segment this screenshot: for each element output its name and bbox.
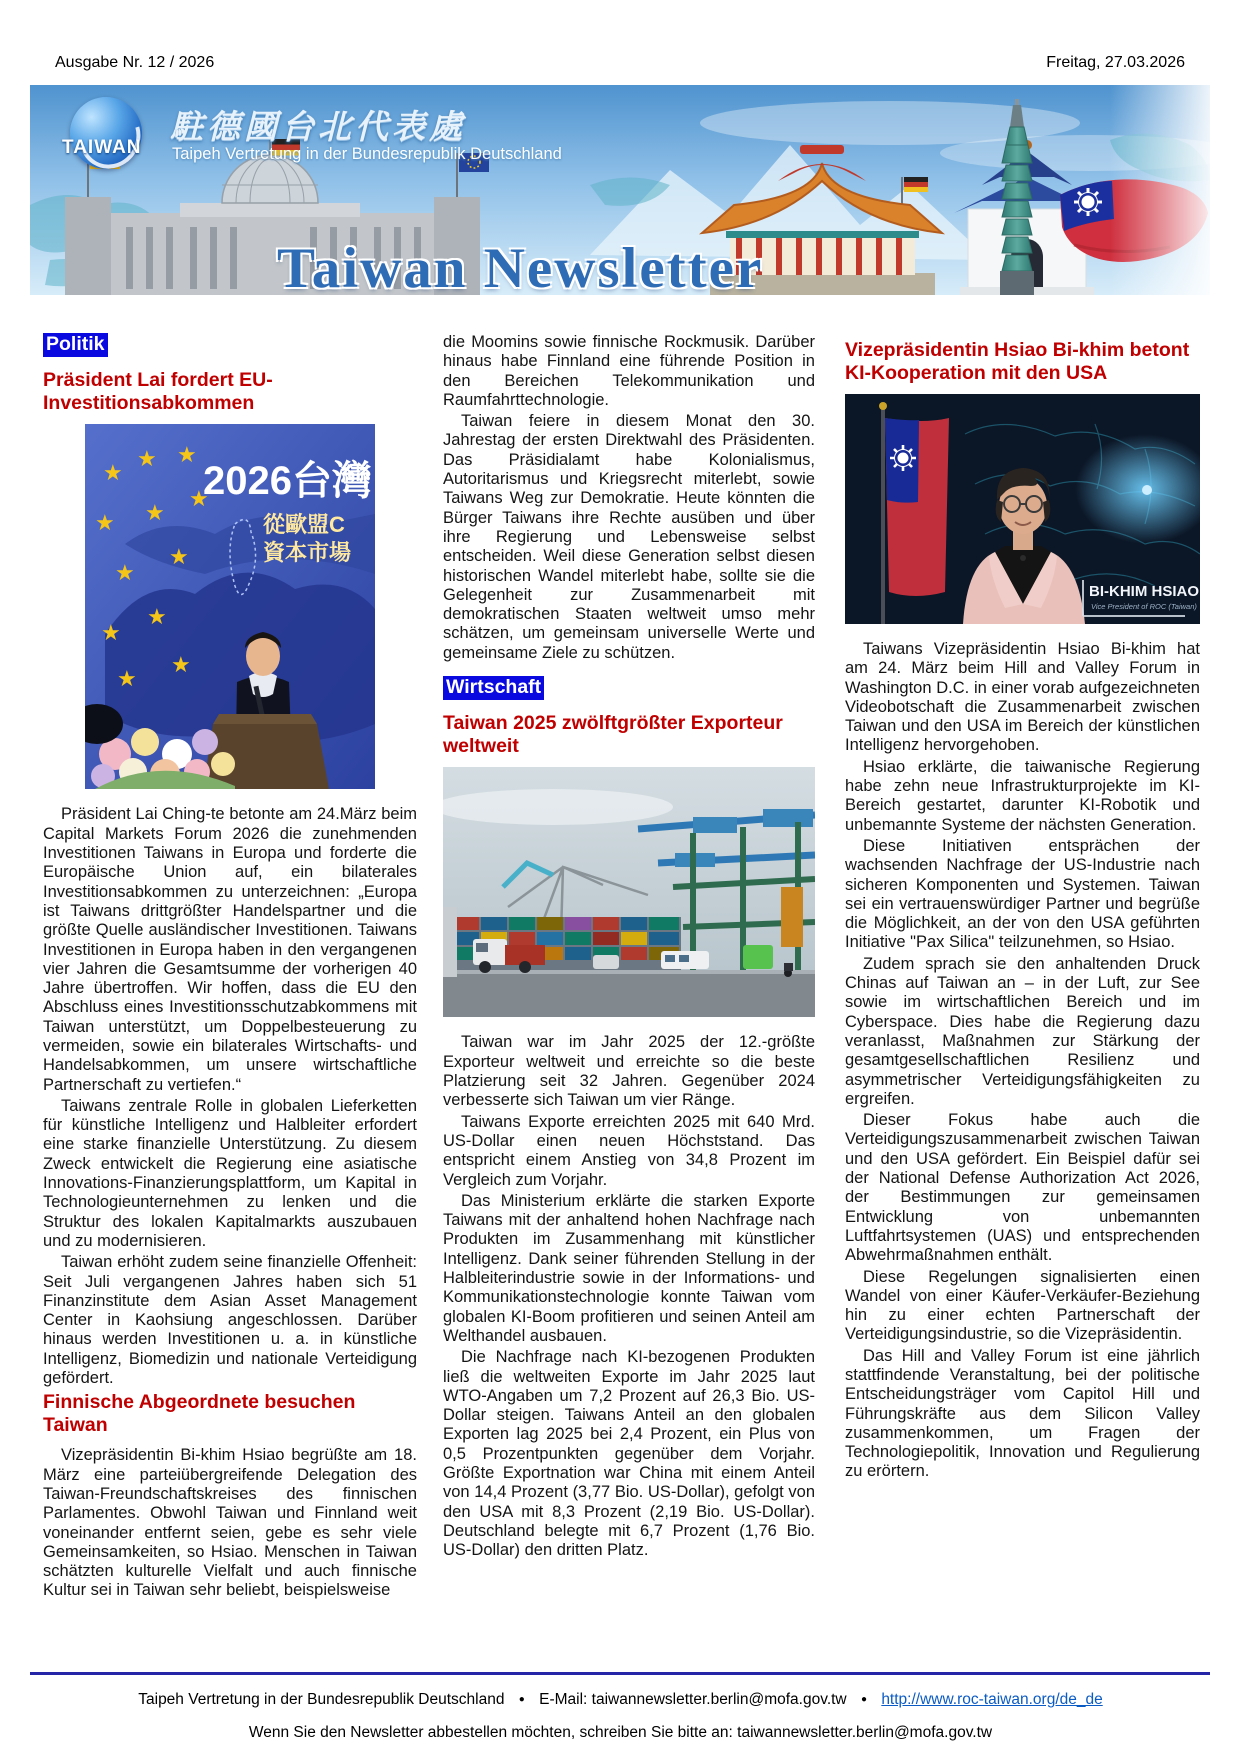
banner-subtitle: Taipeh Vertretung in der Bundesrepublik Deutschland — [172, 145, 562, 163]
paragraph: Das Ministerium erklärte die starken Exporte Taiwans mit der anhaltend hohen Nachfrage nach Produkten im Zusammenhang mit künstlicher Intelligenz. Dank seiner führenden Stellung in der Halbleiterindustrie sowie in der Informations- und Kommunikationstechnologie konnte Taiwan vom globalen KI-Boom profitieren und seinen Anteil am Welthandel ausbauen. — [443, 1191, 815, 1345]
svg-text:★: ★ — [115, 560, 135, 586]
paragraph: Taiwan erhöht zudem seine finanzielle Offenheit: Seit Juli vergangenen Jahres haben sich 51 Finanzinstitute dem Asian Asset Management Center in Kaohsiung angeschlossen. Darüber hinaus werden Investitionen u. a. in künstliche Intelligenz, Biomedizin und nationale Verteidigung gefördert. — [43, 1253, 417, 1388]
container-port-photo — [443, 767, 815, 1022]
taiwan-flag-icon — [879, 402, 949, 624]
caption-name: BI-KHIM HSIAO — [1089, 583, 1199, 600]
footer-contact-line — [0, 1691, 1241, 1709]
hsiao-caption — [1083, 580, 1199, 616]
paragraph: Die Nachfrage nach KI-bezogenen Produkten ließ die weltweiten Exporte im Jahr 2025 laut WTO-Angaben um 7,2 Prozent auf 26,3 Bio. US-Dollar steigen. Taiwans Anteil an den globalen Exporten lag 2025 bei 2,4 Prozent, ein Plus von 0,5 Prozentpunkten gegenüber dem Vorjahr. Größte Exportnation war China mit einem Anteil von 14,4 Prozent (3,77 Bio. US-Dollar), gefolgt von den USA mit 8,3 Prozent (2,19 Bio. US-Dollar). Deutschland belegte mit 6,7 Prozent (1,76 Bio. US-Dollar) den dritten Platz. — [443, 1348, 815, 1560]
paragraph: Taiwans zentrale Rolle in globalen Lieferketten für künstliche Intelligenz und Halbleiter erfordert eine starke finanzielle Unterstützung. Zu diesem Zweck entwickelt die Regierung eine asiatische Innovations-Finanzierungsplattform, um Kapital in Technologieunternehmen zu lenken und die Struktur des lokalen Kapitalmarkts auszubauen und zu modernisieren. — [43, 1096, 417, 1250]
lai-photo-title: 2026台灣 — [203, 459, 372, 504]
svg-text:★: ★ — [177, 442, 197, 468]
issue-number: Ausgabe Nr. 12 / 2026 — [55, 54, 215, 71]
paragraph: die Moomins sowie finnische Rockmusik. Darüber hinaus habe Finnland eine führende Position in den Bereichen Telekommunikation und Raumfahrttechnologie. — [443, 333, 815, 409]
footer-org: Taipeh Vertretung in der Bundesrepublik Deutschland — [138, 1691, 505, 1708]
footer-unsubscribe-text: Wenn Sie den Newsletter abbestellen möchten, schreiben Sie bitte an: taiwannewsletter.berlin@mofa.gov.tw — [248, 1724, 993, 1741]
svg-text:★: ★ — [189, 486, 209, 512]
paragraph: Hsiao erklärte, die taiwanische Regierung habe zehn neue Infrastrukturprojekte im KI-Bereich gestartet, darunter KI-Robotik und unbemannte Systeme der nächsten Generation. — [845, 757, 1200, 834]
svg-text:★: ★ — [137, 446, 157, 472]
banner — [30, 85, 1210, 295]
paragraph: Zudem sprach sie den anhaltenden Druck Chinas auf Taiwan an – in der Luft, zur See sowie im wirtschaftlichen Bereich und im Cyberspace. Dies habe die Regierung dazu veranlasst, Maßnahmen zur Stärkung der gesamtgesellschaftlichen Resilienz und asymmetrischer Verteidigungsfähigkeiten zu ergreifen. — [845, 954, 1200, 1108]
paragraph: Dieser Fokus habe auch die Verteidigungszusammenarbeit zwischen Taiwan und den USA gefördert. Ein Beispiel dafür sei der National Defense Authorization Act 2026, der Bestimmungen zur gemeinsamen Entwicklung von unbemannten Luftfahrtsystemen (UAS) und entsprechenden Abwehrmaßnahmen enthält. — [845, 1111, 1200, 1265]
section-label-politik: Politik — [43, 333, 108, 357]
article-heading-hsiao: Vizepräsidentin Hsiao Bi-khim betont KI-Kooperation mit den USA — [845, 339, 1190, 384]
hsiao-video-photo — [845, 394, 1200, 629]
logo-text: TAIWAN — [62, 137, 142, 158]
paragraph: Das Hill and Valley Forum ist eine jährlich stattfindende Veranstaltung, bei der politische Entscheidungsträger vom Capitol Hill und Führungskräfte aus dem Silicon Valley zusammenkommen, um Fragen der Technologiepolitik, Innovation und Regulierung zu erörtern. — [845, 1346, 1200, 1481]
article-heading-finnland: Finnische Abgeordnete besuchen Taiwan — [43, 1391, 356, 1437]
paragraph: Taiwans Vizepräsidentin Hsiao Bi-khim hat am 24. März beim Hill and Valley Forum in Washington D.C. in einer vorab aufgezeichneten Videobotschaft die Zusammenarbeit zwischen Taiwan und den USA im Bereich der künstlichen Intelligenz hervorgehoben. — [845, 640, 1200, 755]
footer-unsubscribe-line — [0, 1724, 1241, 1742]
svg-text:★: ★ — [145, 500, 165, 526]
svg-text:★: ★ — [171, 652, 191, 678]
svg-text:★: ★ — [169, 544, 189, 570]
svg-text:★: ★ — [117, 666, 137, 692]
lai-photo-sub1: 從歐盟C — [263, 512, 345, 538]
svg-text:★: ★ — [103, 460, 123, 486]
section-label-wirtschaft: Wirtschaft — [443, 676, 544, 700]
footer-website-link[interactable]: http://www.roc-taiwan.org/de_de — [881, 1691, 1103, 1708]
issue-date: Freitag, 27.03.2026 — [1046, 54, 1185, 71]
paragraph: Diese Regelungen signalisierten einen Wandel von einer Käufer-Verkäufer-Beziehung hin zu einer echten Partnerschaft der Verteidigungsindustrie, so die Vizepräsidentin. — [845, 1267, 1200, 1344]
bullet-separator-icon: ● — [860, 1694, 867, 1705]
paragraph: Diese Initiativen entsprächen der wachsenden Nachfrage der US-Industrie nach sicheren Komponenten und Systemen. Taiwan sei ein vertrauenswürdiger Partner und begrüße die Möglichkeit, an der von den USA geführten Initiative "Pax Silica" teilzunehmen, so Hsiao. — [845, 836, 1200, 952]
lai-forum-photo — [85, 424, 417, 794]
caption-title: Vice President of ROC (Taiwan) — [1091, 602, 1197, 611]
column-wirtschaft — [443, 333, 815, 1665]
article-heading-lai: Präsident Lai fordert EU-Investitionsabkommen — [43, 369, 273, 415]
paragraph: Taiwans Exporte erreichten 2025 mit 640 Mrd. US-Dollar einen neuen Höchststand. Das entspricht einem Anstieg von 34,8 Prozent im Vergleich zum Vorjahr. — [443, 1112, 815, 1189]
paragraph: Vizepräsidentin Bi-khim Hsiao begrüßte am 18. März eine parteiübergreifende Delegation des Taiwan-Freundschaftskreises des finnischen Parlamentes. Obwohl Taiwan und Finnland weit voneinander entfernt seien, gebe es sehr viele Gemeinsamkeiten, so Hsiao. Menschen in Taiwan schätzten kulturelle Vielfalt und auch finnische Kultur sei in Taiwan sehr beliebt, beispielsweise — [43, 1446, 417, 1600]
svg-text:★: ★ — [95, 510, 115, 536]
footer-divider — [30, 1672, 1210, 1675]
lai-photo-sub2: 資本市場 — [263, 540, 352, 566]
svg-text:★: ★ — [101, 620, 121, 646]
bullet-separator-icon: ● — [518, 1694, 525, 1705]
paragraph: Taiwan feiere in diesem Monat den 30. Jahrestag der ersten Direktwahl des Präsidenten. Das Präsidialamt habe Kolonialismus, Autoritarismus und Kriegsrecht miterlebt, sowie Taiwans Weg zur Demokratie. Heute könnten die Bürger Taiwans ihre Rechte ausüben und über ihre Regierung und Lebensweise selbst entscheiden. Weil diese Generation selbst diesen historischen Wandel miterlebt habe, sollte sie die Gelegenheit zur Zusammenarbeit mit demokratischen Staaten weltweit umso mehr schätzen, um gemeinsam universelle Werte und gemeinsame Ziele zu schützen. — [443, 412, 815, 662]
banner-title-zh: 駐德國台北代表處 — [170, 108, 466, 145]
newsletter-title: Taiwan Newsletter — [277, 237, 764, 295]
taiwan-globe-logo-icon — [62, 97, 142, 169]
paragraph: Taiwan war im Jahr 2025 der 12.-größte Exporteur weltweit und erreichte so die beste Platzierung seit 32 Jahren. Gegenüber 2024 verbesserte sich Taiwan um vier Ränge. — [443, 1033, 815, 1110]
paragraph: Präsident Lai Ching-te betonte am 24.März beim Capital Markets Forum 2026 die zunehmenden Investitionen Taiwans in Europa und forderte die Europäische Union auf, ein bilaterales Investitionsabkommen zu unterzeichnen: „Europa ist Taiwans drittgrößter Handelspartner und die größte Quelle ausländischer Investitionen. Taiwans Investitionen in Europa haben in den vergangenen vier Jahren die Gesamtsumme der vorherigen 40 Jahre übertroffen. Wir hoffen, dass die EU den Abschluss eines Investitionsschutzabkommens mit Taiwan unterstützt, um Doppelbesteuerung zu vermeiden, sowie ein bilaterales Wirtschafts- und Handelsabkommen, um unsere wirtschaftliche Partnerschaft zu vertiefen.“ — [43, 805, 417, 1094]
column-hsiao — [845, 333, 1200, 1665]
article-heading-exporteur: Taiwan 2025 zwölftgrößter Exporteur weltweit — [443, 712, 783, 758]
column-politik — [43, 333, 417, 1665]
footer-email: E-Mail: taiwannewsletter.berlin@mofa.gov.tw — [539, 1691, 847, 1708]
svg-text:★: ★ — [147, 604, 167, 630]
issue-row — [55, 54, 1185, 72]
